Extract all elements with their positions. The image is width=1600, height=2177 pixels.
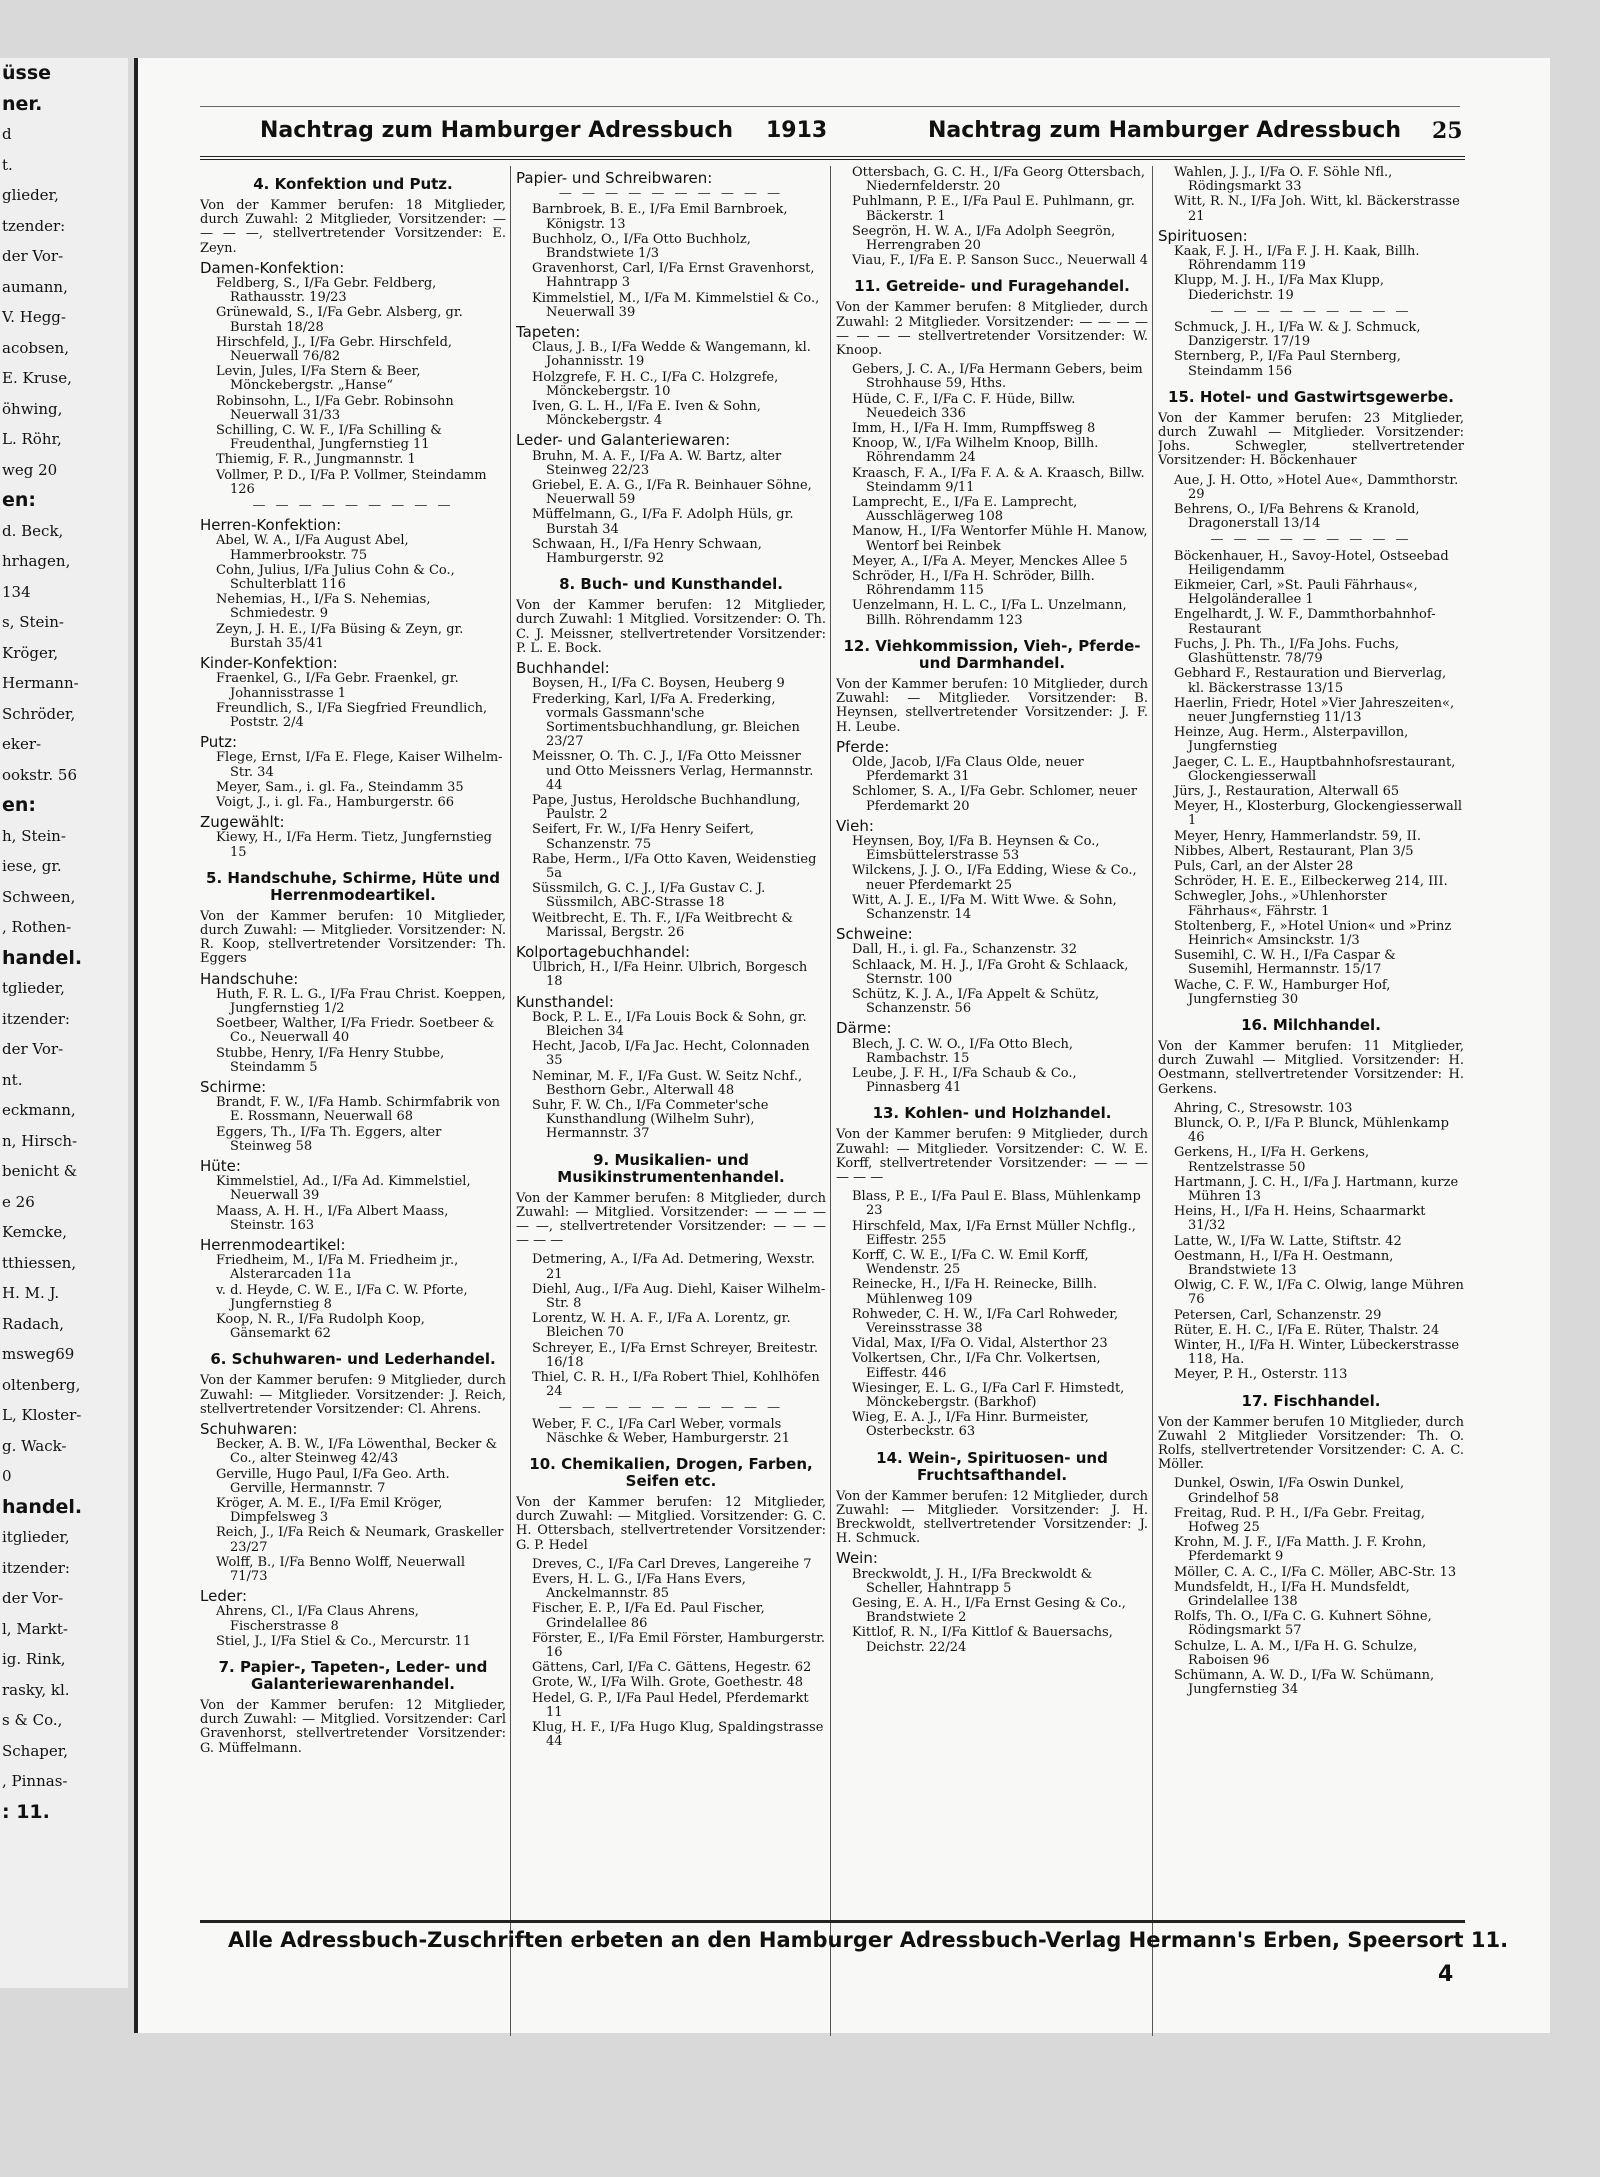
previous-page-line: V. Hegg- [2,308,66,326]
previous-page-line: ner. [2,92,43,115]
directory-entry: Gerville, Hugo Paul, I/Fa Geo. Arth. Gerville, Hermannstr. 7 [216,1466,450,1496]
directory-entry: Möller, C. A. C., I/Fa C. Möller, ABC-Str. 13 [1174,1564,1457,1580]
directory-entry: Hedel, G. P., I/Fa Paul Hedel, Pferdemarkt 11 [532,1690,809,1720]
subheading: Herrenmodeartikel: [200,1236,346,1254]
dash-line: — — — — — — — — — — [558,186,784,202]
directory-entry: Winter, H., I/Fa H. Winter, Lübeckerstrasse 118, Ha. [1174,1338,1460,1368]
directory-entry: Heins, H., I/Fa H. Heins, Schaarmarkt 31/32 [1174,1204,1426,1234]
directory-entry: Nehemias, H., I/Fa S. Nehemias, Schmiedestr. 9 [216,592,431,622]
previous-page-line: Schween, [2,887,76,906]
directory-entry: Schröder, H., I/Fa H. Schröder, Billh. Röhrendamm 115 [852,569,1095,599]
previous-page-line: der Vor- [2,1040,64,1058]
column-4 [1158,166,1464,2046]
section-intro: Von der Kammer berufen: 12 Mitglieder, durch Zuwahl: 1 Mitglied. Vorsitzender: O. Th. C. J. Meissner, stellvertretender Vorsitzender: P. L. E. Bock. [516,598,826,656]
directory-entry: Knoop, W., I/Fa Wilhelm Knoop, Billh. Röhrendamm 24 [852,436,1099,466]
directory-entry: Olwig, C. F. W., I/Fa C. Olwig, lange Mühren 76 [1174,1278,1464,1308]
directory-entry: Hüde, C. F., I/Fa C. F. Hüde, Billw. Neuedeich 336 [852,391,1076,421]
subheading: Zugewählt: [200,813,285,832]
dash-line: — — — — — — — — — — [558,1400,784,1416]
directory-entry: Schreyer, E., I/Fa Ernst Schreyer, Breitestr. 16/18 [532,1340,818,1370]
previous-page-line: benicht & [2,1162,78,1180]
subheading: Schuhwaren: [200,1420,298,1439]
directory-entry: Meyer, A., I/Fa A. Meyer, Menckes Allee 5 [852,553,1128,569]
directory-entry: Zeyn, J. H. E., I/Fa Büsing & Zeyn, gr. Burstah 35/41 [216,621,464,651]
previous-page-line: , Pinnas- [2,1772,68,1790]
directory-entry: Dreves, C., I/Fa Carl Dreves, Langereihe 7 [532,1556,812,1572]
previous-page-line: g. Wack- [2,1436,67,1455]
directory-entry: Seegrön, H. W. A., I/Fa Adolph Seegrön, Herrengraben 20 [852,223,1116,254]
directory-entry: Feldberg, S., I/Fa Gebr. Feldberg, Rathausstr. 19/23 [216,276,437,306]
previous-page-line: nt. [2,1070,23,1089]
directory-entry: Stubbe, Henry, I/Fa Henry Stubbe, Steindamm 5 [216,1045,445,1075]
directory-entry: Thiel, C. R. H., I/Fa Robert Thiel, Kohlhöfen 24 [532,1370,820,1400]
subheading: Herren-Konfektion: [200,516,342,535]
page-header [200,110,1465,160]
subheading: Leder- und Galanteriewaren: [516,431,731,450]
directory-entry: Imm, H., I/Fa H. Imm, Rumpffsweg 8 [852,421,1096,437]
directory-entry: Meyer, Henry, Hammerlandstr. 59, II. [1174,828,1421,844]
subheading: Hüte: [200,1156,241,1175]
directory-entry: Brandt, F. W., I/Fa Hamb. Schirmfabrik von E. Rossmann, Neuerwall 68 [216,1095,501,1125]
directory-entry: Diehl, Aug., I/Fa Aug. Diehl, Kaiser Wilhelm-Str. 8 [532,1281,826,1312]
previous-page-line: tglieder, [2,979,65,997]
top-rule [200,106,1460,107]
section-intro: Von der Kammer berufen: 9 Mitglieder, durch Zuwahl: — Mitglieder. Vorsitzender: J. Reich, stellvertretender Vorsitzender: Cl. Ahrens. [200,1373,506,1417]
previous-page-line: 134 [2,582,31,601]
previous-page-line: Hermann- [2,674,79,692]
previous-page-line: d. Beck, [2,521,64,540]
directory-entry: Blech, J. C. W. O., I/Fa Otto Blech, Rambachstr. 15 [852,1036,1073,1066]
directory-entry: Schlomer, S. A., I/Fa Gebr. Schlomer, neuer Pferdemarkt 20 [852,784,1138,814]
column-2 [516,166,826,2046]
section-heading: 8. Buch- und Kunsthandel. [559,575,783,594]
directory-entry: Maass, A. H. H., I/Fa Albert Maass, Steinstr. 163 [216,1203,449,1233]
previous-page-line: der Vor- [2,1589,64,1607]
subheading: Schirme: [200,1077,267,1096]
directory-entry: Lamprecht, E., I/Fa E. Lamprecht, Ausschlägerweg 108 [852,495,1078,525]
previous-page-line: hrhagen, [2,552,71,570]
previous-page-line: ookstr. 56 [2,765,78,784]
section-intro: Von der Kammer berufen: 18 Mitglieder, durch Zuwahl: 2 Mitglieder, Vorsitzender: — — — —, stellvertretender Vorsitzender: E. Zeyn. [200,198,506,256]
directory-entry: Grünewald, S., I/Fa Gebr. Alsberg, gr. Burstah 18/28 [216,305,463,335]
directory-entry: Schwaan, H., I/Fa Henry Schwaan, Hamburgerstr. 92 [532,536,762,567]
previous-page-line: eckmann, [2,1101,76,1119]
directory-entry: Ulbrich, H., I/Fa Heinr. Ulbrich, Borgesch 18 [532,960,808,990]
directory-entry: Kiewy, H., I/Fa Herm. Tietz, Jungfernstieg 15 [216,830,492,860]
directory-entry: Rolfs, Th. O., I/Fa C. G. Kuhnert Söhne, Rödingsmarkt 57 [1174,1609,1432,1639]
section-intro: Von der Kammer berufen: 10 Mitglieder, durch Zuwahl: — Mitglieder. Vorsitzender: B. Heynsen, stellvertretender Vorsitzender: J. F. H. Leube. [836,676,1148,735]
directory-entry: Friedheim, M., I/Fa M. Friedheim jr., Alsterarcaden 11a [216,1253,459,1283]
directory-entry: Koop, N. R., I/Fa Rudolph Koop, Gänsemarkt 62 [216,1312,425,1342]
directory-entry: Voigt, J., i. gl. Fa., Hamburgerstr. 66 [216,794,455,810]
directory-entry: Dall, H., i. gl. Fa., Schanzenstr. 32 [852,942,1078,958]
section-intro: Von der Kammer berufen: 8 Mitglieder, durch Zuwahl: — Mitglied. Vorsitzender: — — — — — —, stellvertretender Vorsitzender: — — — — — — [516,1190,826,1249]
directory-entry: Kimmelstiel, Ad., I/Fa Ad. Kimmelstiel, Neuerwall 39 [216,1174,471,1204]
directory-entry: Holzgrefe, F. H. C., I/Fa C. Holzgrefe, Mönckebergstr. 10 [532,369,779,399]
previous-page-edge [0,58,128,1988]
directory-entry: Dunkel, Oswin, I/Fa Oswin Dunkel, Grindelhof 58 [1174,1476,1405,1506]
directory-entry: Reich, J., I/Fa Reich & Neumark, Graskeller 23/27 [216,1525,504,1555]
footer-rule [200,1920,1465,1923]
directory-entry: Bruhn, M. A. F., I/Fa A. W. Bartz, alter Steinweg 22/23 [532,448,782,478]
directory-entry: Barnbroek, B. E., I/Fa Emil Barnbroek, Königstr. 13 [532,202,788,232]
directory-entry: Boysen, H., I/Fa C. Boysen, Heuberg 9 [532,676,785,692]
previous-page-line: s, Stein- [2,613,64,631]
section-heading: 17. Fischhandel. [1241,1391,1381,1410]
subheading: Därme: [836,1019,892,1038]
directory-entry: Wache, C. F. W., Hamburger Hof, Jungfernstieg 30 [1174,977,1391,1007]
directory-entry: Thiemig, F. R., Jungmannstr. 1 [216,452,416,468]
directory-entry: Detmering, A., I/Fa Ad. Detmering, Wexstr. 21 [532,1252,815,1282]
previous-page-line: h, Stein- [2,826,66,845]
directory-entry: Behrens, O., I/Fa Behrens & Kranold, Dragonerstall 13/14 [1174,502,1420,532]
directory-entry: Flege, Ernst, I/Fa E. Flege, Kaiser Wilhelm-Str. 34 [216,750,503,780]
directory-entry: Wiesinger, E. L. G., I/Fa Carl F. Himstedt, Mönckebergstr. (Barkhof) [852,1380,1125,1411]
directory-entry: Gättens, Carl, I/Fa C. Gättens, Hegestr. 62 [532,1660,812,1676]
directory-entry: Süssmilch, G. C. J., I/Fa Gustav C. J. Süssmilch, ABC-Strasse 18 [532,881,766,911]
footer-notice: Alle Adressbuch-Zuschriften erbeten an den Hamburger Adressbuch-Verlag Hermann's Erben, Speersort 11. [228,1928,1509,1952]
directory-entry: Neminar, M. F., I/Fa Gust. W. Seitz Nchf., Besthorn Gebr., Alterwall 48 [532,1068,803,1098]
directory-entry: Viau, F., I/Fa E. P. Sanson Succ., Neuerwall 4 [852,253,1148,269]
directory-entry: Buchholz, O., I/Fa Otto Buchholz, Brandstwiete 1/3 [532,231,751,262]
directory-entry: Uenzelmann, H. L. C., I/Fa L. Unzelmann, Billh. Röhrendamm 123 [852,598,1127,628]
directory-entry: Manow, H., I/Fa Wentorfer Mühle H. Manow, Wentorf bei Reinbek [852,524,1148,554]
directory-entry: Soetbeer, Walther, I/Fa Friedr. Soetbeer & Co., Neuerwall 40 [216,1016,495,1046]
columns [200,166,1465,2056]
directory-entry: Meyer, P. H., Osterstr. 113 [1174,1367,1348,1383]
previous-page-line: H. M. J. [2,1284,60,1302]
previous-page-line: E. Kruse, [2,369,72,387]
previous-page-line: der Vor- [2,247,64,265]
directory-entry: Kaak, F. J. H., I/Fa F. J. H. Kaak, Billh. Röhrendamm 119 [1174,244,1420,274]
directory-entry: Gravenhorst, Carl, I/Fa Ernst Gravenhorst, Hahntrapp 3 [532,261,815,291]
directory-entry: Suhr, F. W. Ch., I/Fa Commeter'sche Kunsthandlung (Wilhelm Suhr), Hermannstr. 37 [532,1097,769,1142]
directory-entry: Vidal, Max, I/Fa O. Vidal, Alsterthor 23 [852,1336,1108,1352]
previous-page-line: t. [2,155,13,174]
directory-entry: Puls, Carl, an der Alster 28 [1174,858,1354,874]
directory-entry: Schlaack, M. H. J., I/Fa Groht & Schlaack, Sternstr. 100 [852,957,1129,987]
directory-entry: Eikmeier, Carl, »St. Pauli Fährhaus«, Helgoländerallee 1 [1174,578,1418,608]
previous-page-line: s & Co., [2,1711,63,1729]
directory-entry: Fischer, E. P., I/Fa Ed. Paul Fischer, Grindelallee 86 [532,1601,765,1631]
directory-entry: Rabe, Herm., I/Fa Otto Kaven, Weidenstieg 5a [532,851,817,881]
previous-page-line: acobsen, [2,338,69,357]
subheading: Kinder-Konfektion: [200,654,338,673]
previous-page-line: en: [2,794,37,816]
directory-entry: Griebel, E. A. G., I/Fa R. Beinhauer Söhne, Neuerwall 59 [532,478,812,508]
directory-entry: Heynsen, Boy, I/Fa B. Heynsen & Co., Eimsbüttelerstrasse 53 [852,833,1100,864]
directory-entry: Meyer, Sam., i. gl. Fa., Steindamm 35 [216,779,464,795]
directory-entry: Hirschfeld, Max, I/Fa Ernst Müller Nchflg., Eiffestr. 255 [852,1218,1136,1248]
directory-entry: Hirschfeld, J., I/Fa Gebr. Hirschfeld, Neuerwall 76/82 [216,334,453,365]
directory-entry: Puhlmann, P. E., I/Fa Paul E. Puhlmann, gr. Bäckerstr. 1 [852,194,1135,224]
previous-page-line: ig. Rink, [2,1650,66,1668]
header-title-right: Nachtrag zum Hamburger Adressbuch [928,118,1402,143]
previous-page-line: oltenberg, [2,1375,81,1394]
subheading: Tapeten: [516,323,581,342]
directory-entry: Reinecke, H., I/Fa H. Reinecke, Billh. Mühlenweg 109 [852,1277,1098,1307]
previous-page-line: msweg69 [2,1345,75,1363]
directory-entry: Schümann, A. W. D., I/Fa W. Schümann, Jungfernstieg 34 [1174,1668,1435,1698]
directory-entry: Gesing, E. A. H., I/Fa Ernst Gesing & Co., Brandstwiete 2 [852,1596,1126,1626]
directory-entry: Schmuck, J. H., I/Fa W. & J. Schmuck, Danzigerstr. 17/19 [1174,320,1421,350]
section-heading: 14. Wein-, Spirituosen- und Fruchtsafthandel. [876,1448,1108,1484]
directory-entry: Korff, C. W. E., I/Fa C. W. Emil Korff, Wendenstr. 25 [852,1248,1089,1278]
directory-entry: Wolff, B., I/Fa Benno Wolff, Neuerwall 71/73 [216,1554,465,1585]
directory-entry: Heinze, Aug. Herm., Alsterpavillon, Jungfernstieg [1174,725,1409,755]
directory-entry: Susemihl, C. W. H., I/Fa Caspar & Susemihl, Hermannstr. 15/17 [1174,948,1396,978]
previous-page-line: 0 [2,1467,12,1485]
previous-page-line: : 11. [2,1800,50,1823]
directory-entry: Nibbes, Albert, Restaurant, Plan 3/5 [1174,843,1414,859]
section-intro: Von der Kammer berufen 10 Mitglieder, durch Zuwahl 2 Mitglieder Vorsitzender: Th. O. Rolfs, stellvertretender Vorsitzender: C. A. C. Möller. [1158,1414,1464,1473]
section-heading: 7. Papier-, Tapeten-, Leder- und Galanteriewarenhandel. [218,1658,488,1694]
directory-entry: Oestmann, H., I/Fa H. Oestmann, Brandstwiete 13 [1174,1248,1394,1279]
subheading: Schweine: [836,925,913,944]
previous-page-line: rasky, kl. [2,1680,70,1699]
subheading: Papier- und Schreibwaren: [516,169,713,187]
previous-page-line: , Rothen- [2,918,72,936]
directory-entry: Lorentz, W. H. A. F., I/Fa A. Lorentz, gr. Bleichen 70 [532,1311,791,1341]
directory-entry: Gebhard F., Restauration und Bierverlag, kl. Bäckerstrasse 13/15 [1174,666,1447,696]
document-page [134,58,1550,2033]
directory-entry: Wieg, E. A. J., I/Fa Hinr. Burmeister, Osterbeckstr. 63 [852,1410,1089,1440]
directory-entry: Förster, E., I/Fa Emil Förster, Hamburgerstr. 16 [532,1630,826,1661]
directory-entry: Weber, F. C., I/Fa Carl Weber, vormals Näschke & Weber, Hamburgerstr. 21 [532,1416,790,1446]
column-1 [200,166,506,2046]
directory-entry: Breckwoldt, J. H., I/Fa Breckwoldt & Scheller, Hahntrapp 5 [852,1566,1093,1596]
directory-entry: Krohn, M. J. F., I/Fa Matth. J. F. Krohn, Pferdemarkt 9 [1174,1535,1427,1565]
section-heading: 9. Musikalien- und Musikinstrumentenhandel. [557,1150,785,1186]
dash-line: — — — — — — — — — [252,498,454,514]
directory-entry: Bock, P. L. E., I/Fa Louis Bock & Sohn, gr. Bleichen 34 [532,1009,807,1039]
previous-page-line: öhwing, [2,399,63,418]
directory-entry: Evers, H. L. G., I/Fa Hans Evers, Anckelmannstr. 85 [532,1572,746,1602]
section-intro: Von der Kammer berufen: 23 Mitglieder, durch Zuwahl — Mitglieder. Vorsitzender: Johs. Schwegler, stellvertretender Vorsitzender: H. Böckenhauer [1158,410,1464,469]
subheading: Spirituosen: [1158,226,1248,245]
directory-entry: Latte, W., I/Fa W. Latte, Stiftstr. 42 [1174,1233,1402,1249]
directory-entry: Klupp, M. J. H., I/Fa Max Klupp, Diederichstr. 19 [1174,273,1385,303]
previous-page-line: eker- [2,735,42,753]
directory-entry: Grote, W., I/Fa Wilh. Grote, Goethestr. 48 [532,1675,804,1691]
previous-page-line: tthiessen, [2,1253,77,1272]
subheading: Pferde: [836,737,890,756]
previous-page-line: itglieder, [2,1528,70,1546]
directory-entry: Robinsohn, L., I/Fa Gebr. Robinsohn Neuerwall 31/33 [216,393,454,423]
directory-entry: Kimmelstiel, M., I/Fa M. Kimmelstiel & Co., Neuerwall 39 [532,290,820,320]
directory-entry: Blunck, O. P., I/Fa P. Blunck, Mühlenkamp 46 [1174,1115,1449,1146]
subheading: Wein: [836,1549,878,1568]
previous-page-line: tzender: [2,216,66,235]
previous-page-line: d [2,125,12,143]
dash-line: — — — — — — — — — [1210,532,1412,548]
directory-entry: Seifert, Fr. W., I/Fa Henry Seifert, Schanzenstr. 75 [532,822,754,852]
section-heading: 12. Viehkommission, Vieh-, Pferde- und Darmhandel. [843,636,1141,672]
directory-entry: Frederking, Karl, I/Fa A. Frederking, vormals Gassmann'sche Sortimentsbuchhandlung, gr. Bleichen 23/27 [532,691,800,750]
directory-entry: Freitag, Rud. P. H., I/Fa Gebr. Freitag, Hofweg 25 [1174,1505,1426,1536]
directory-entry: Iven, G. L. H., I/Fa E. Iven & Sohn, Mönckebergstr. 4 [532,399,761,429]
section-heading: 4. Konfektion und Putz. [253,175,453,193]
directory-entry: Müffelmann, G., I/Fa F. Adolph Hüls, gr. Burstah 34 [532,507,794,537]
subheading: Handschuhe: [200,969,299,988]
section-heading: 6. Schuhwaren- und Lederhandel. [210,1350,496,1369]
column-divider [510,166,511,2036]
previous-page-line: itzender: [2,1558,70,1577]
directory-entry: Mundsfeldt, H., I/Fa H. Mundsfeldt, Grindelallee 138 [1174,1579,1410,1610]
section-heading: 15. Hotel- und Gastwirtsgewerbe. [1168,387,1454,406]
directory-entry: Blass, P. E., I/Fa Paul E. Blass, Mühlenkamp 23 [852,1189,1141,1219]
directory-entry: Stiel, J., I/Fa Stiel & Co., Mercurstr. 11 [216,1633,472,1649]
directory-entry: Volkertsen, Chr., I/Fa Chr. Volkertsen, Eiffestr. 446 [852,1351,1101,1381]
previous-page-line: en: [2,489,37,511]
column-3 [836,166,1148,2046]
directory-entry: Pape, Justus, Heroldsche Buchhandlung, Paulstr. 2 [532,792,801,823]
directory-entry: Gebers, J. C. A., I/Fa Hermann Gebers, beim Strohhause 59, Hths. [852,362,1143,392]
directory-entry: Stoltenberg, F., »Hotel Union« und »Prinz Heinrich« Amsinckstr. 1/3 [1174,918,1452,948]
directory-entry: Claus, J. B., I/Fa Wedde & Wangemann, kl. Johannisstr. 19 [532,340,811,370]
directory-entry: Engelhardt, J. W. F., Dammthorbahnhof-Restaurant [1174,607,1436,637]
section-heading: 11. Getreide- und Furagehandel. [854,277,1130,296]
section-intro: Von der Kammer berufen: 11 Mitglieder, durch Zuwahl — Mitglied. Vorsitzender: H. Oestmann, stellvertretender Vorsitzender: H. Gerkens. [1158,1038,1464,1097]
directory-entry: Schilling, C. W. F., I/Fa Schilling & Freudenthal, Jungfernstieg 11 [216,423,442,453]
directory-entry: Jürs, J., Restauration, Alterwall 65 [1174,783,1400,799]
directory-entry: Kröger, A. M. E., I/Fa Emil Kröger, Dimpfelsweg 3 [216,1496,443,1526]
previous-page-line: Schröder, [2,704,76,723]
directory-entry: Cohn, Julius, I/Fa Julius Cohn & Co., Schulterblatt 116 [216,562,455,593]
directory-entry: Rüter, E. H. C., I/Fa E. Rüter, Thalstr. 24 [1174,1322,1440,1338]
directory-entry: Wahlen, J. J., I/Fa O. F. Söhle Nfl., Rödingsmarkt 33 [1174,166,1393,195]
previous-page-line: itzender: [2,1009,70,1028]
section-intro: Von der Kammer berufen: 9 Mitglieder, durch Zuwahl: — Mitglieder. Vorsitzender: C. W. E. Korff, stellvertretender Vorsitzender: — — — — — — [836,1127,1148,1185]
subheading: Kolportagebuchhandel: [516,942,691,961]
directory-entry: Freundlich, S., I/Fa Siegfried Freundlich, Poststr. 2/4 [216,700,488,730]
directory-entry: Meissner, O. Th. C. J., I/Fa Otto Meissner und Otto Meissners Verlag, Hermannstr. 44 [532,749,814,793]
directory-entry: Witt, R. N., I/Fa Joh. Witt, kl. Bäckerstrasse 21 [1174,194,1460,224]
directory-entry: Levin, Jules, I/Fa Stern & Beer, Mönckebergstr. „Hanse“ [216,364,421,394]
directory-entry: Sternberg, P., I/Fa Paul Sternberg, Steindamm 156 [1174,349,1401,379]
directory-entry: Schulze, L. A. M., I/Fa H. G. Schulze, Raboisen 96 [1174,1638,1418,1668]
previous-page-line: aumann, [2,277,68,296]
directory-entry: Fuchs, J. Ph. Th., I/Fa Johs. Fuchs, Glashüttenstr. 78/79 [1174,636,1400,667]
section-intro: Von der Kammer berufen: 10 Mitglieder, durch Zuwahl: — Mitglieder. Vorsitzender: N. R. Koop, stellvertretender Vorsitzender: Th. Eggers [200,908,506,967]
directory-entry: Haerlin, Friedr, Hotel »Vier Jahreszeiten«, neuer Jungfernstieg 11/13 [1174,695,1455,725]
directory-entry: Aue, J. H. Otto, »Hotel Aue«, Dammthorstr. 29 [1174,472,1459,502]
section-intro: Von der Kammer berufen: 12 Mitglieder, durch Zuwahl: — Mitglied. Vorsitzender: Carl Gravenhorst, stellvertretender Vorsitzender: G. Müffelmann. [200,1698,506,1756]
subheading: Leder: [200,1587,248,1606]
previous-page-line: n, Hirsch- [2,1131,78,1150]
directory-entry: Jaeger, C. L. E., Hauptbahnhofsrestaurant, Glockengiesserwall [1174,754,1456,784]
directory-entry: Hecht, Jacob, I/Fa Jac. Hecht, Colonnaden 35 [532,1039,810,1069]
directory-entry: Schütz, K. J. A., I/Fa Appelt & Schütz, Schanzenstr. 56 [852,986,1100,1017]
directory-entry: Klug, H. F., I/Fa Hugo Klug, Spaldingstrasse 44 [532,1720,824,1750]
subheading: Putz: [200,733,238,752]
section-heading: 13. Kohlen- und Holzhandel. [872,1104,1112,1123]
directory-entry: Eggers, Th., I/Fa Th. Eggers, alter Steinweg 58 [216,1124,442,1154]
section-intro: Von der Kammer berufen: 8 Mitglieder, durch Zuwahl: 2 Mitglieder. Vorsitzender: — — — — — — — — stellvertretender Vorsitzender: W. Knoop. [836,300,1148,359]
directory-entry: Hartmann, J. C. H., I/Fa J. Hartmann, kurze Mühren 13 [1174,1174,1459,1204]
previous-page-line: glieder, [2,186,59,204]
header-year: 1913 [766,118,828,143]
section-intro: Von der Kammer berufen: 12 Mitglieder, durch Zuwahl: — Mitglieder. Vorsitzender: J. H. Breckwoldt, stellvertretender Vorsitzender: J. H. Schmuck. [836,1488,1148,1547]
section-heading: 5. Handschuhe, Schirme, Hüte und Herrenmodeartikel. [206,868,500,904]
subheading: Damen-Konfektion: [200,258,345,277]
directory-entry: Schwegler, Johs., »Uhlenhorster Fährhaus«, Fährstr. 1 [1174,889,1387,919]
section-heading: 16. Milchhandel. [1241,1015,1381,1034]
dash-line: — — — — — — — — — [1210,303,1412,319]
directory-entry: Kittlof, R. N., I/Fa Kittlof & Bauersachs, Deichstr. 22/24 [852,1625,1113,1655]
directory-entry: Olde, Jacob, I/Fa Claus Olde, neuer Pferdemarkt 31 [852,754,1084,785]
directory-entry: Rohweder, C. H. W., I/Fa Carl Rohweder, Vereinsstrasse 38 [852,1306,1119,1337]
previous-page-line: üsse [2,62,52,84]
directory-entry: Kraasch, F. A., I/Fa F. A. & A. Kraasch, Billw. Steindamm 9/11 [852,465,1145,495]
previous-page-line: handel. [2,1495,83,1518]
previous-page-line: Kröger, [2,643,59,662]
column-divider [1152,166,1153,2036]
previous-page-line: L, Kloster- [2,1406,82,1424]
directory-entry: Wilckens, J. J. O., I/Fa Edding, Wiese & Co., neuer Pferdemarkt 25 [852,863,1137,893]
directory-entry: Weitbrecht, E. Th. F., I/Fa Weitbrecht & Marissal, Bergstr. 26 [532,910,793,940]
directory-entry: Huth, F. R. L. G., I/Fa Frau Christ. Koeppen, Jungfernstieg 1/2 [216,986,506,1016]
directory-entry: Leube, J. F. H., I/Fa Schaub & Co., Pinnasberg 41 [852,1065,1077,1096]
previous-page-line: Kemcke, [2,1223,68,1241]
previous-page-line: e 26 [2,1192,35,1211]
directory-entry: v. d. Heyde, C. W. E., I/Fa C. W. Pforte, Jungfernstieg 8 [216,1282,468,1312]
previous-page-line: iese, gr. [2,857,62,875]
directory-entry: Becker, A. B. W., I/Fa Löwenthal, Becker & Co., alter Steinweg 42/43 [216,1437,498,1467]
subheading: Kunsthandel: [516,992,614,1011]
directory-entry: Gerkens, H., I/Fa H. Gerkens, Rentzelstrasse 50 [1174,1145,1370,1175]
directory-entry: Ottersbach, G. C. H., I/Fa Georg Ottersbach, Niedernfelderstr. 20 [852,166,1145,195]
directory-entry: Fraenkel, G., I/Fa Gebr. Fraenkel, gr. Johannisstrasse 1 [216,671,459,701]
section-intro: Von der Kammer berufen: 12 Mitglieder, durch Zuwahl: — Mitglied. Vorsitzender: G. C. H. Ottersbach, stellvertretender Vorsitzender: G. P. Hedel [516,1495,826,1553]
subheading: Buchhandel: [516,659,610,678]
page-number: 25 [1432,118,1463,144]
column-divider [830,166,831,2036]
previous-page-line: Radach, [2,1314,64,1333]
section-heading: 10. Chemikalien, Drogen, Farben, Seifen etc. [529,1455,813,1491]
header-title-left: Nachtrag zum Hamburger Adressbuch [260,118,734,143]
previous-page-line: handel. [2,946,83,969]
directory-entry: Petersen, Carl, Schanzenstr. 29 [1174,1307,1382,1323]
directory-entry: Abel, W. A., I/Fa August Abel, Hammerbrookstr. 75 [216,533,409,563]
directory-entry: Ahring, C., Stresowstr. 103 [1174,1100,1353,1116]
previous-page-line: weg 20 [2,460,58,479]
directory-entry: Schröder, H. E. E., Eilbeckerweg 214, III. [1174,874,1448,890]
previous-page-line: l, Markt- [2,1619,68,1638]
directory-entry: Witt, A. J. E., I/Fa M. Witt Wwe. & Sohn, Schanzenstr. 14 [852,892,1117,922]
directory-entry: Böckenhauer, H., Savoy-Hotel, Ostseebad Heiligendamm [1174,548,1449,578]
signature-mark: 4 [1438,1962,1454,1987]
directory-entry: Meyer, H., Klosterburg, Glockengiesserwall 1 [1174,799,1463,829]
directory-entry: Ahrens, Cl., I/Fa Claus Ahrens, Fischerstrasse 8 [216,1604,419,1634]
previous-page-line: L. Röhr, [2,430,62,448]
previous-page-line: Schaper, [2,1741,69,1760]
directory-entry: Vollmer, P. D., I/Fa P. Vollmer, Steindamm 126 [216,467,487,497]
subheading: Vieh: [836,816,874,835]
